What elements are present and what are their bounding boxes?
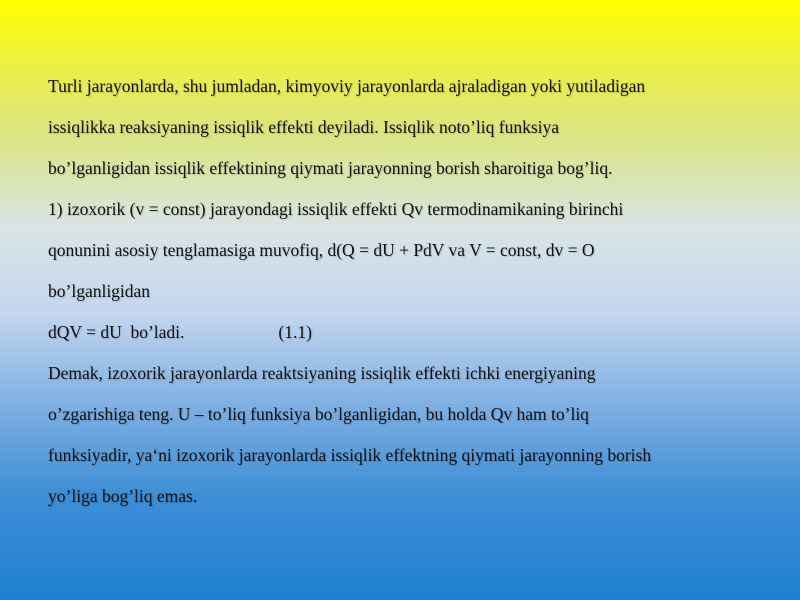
slide-body xyxy=(48,66,768,517)
formula-text: dQV = dU bo’ladi. xyxy=(48,322,185,342)
text-line: Turli jarayonlarda, shu jumladan, kimyoviy jarayonlarda ajraladigan yoki yutiladigan xyxy=(48,76,646,96)
text-line: Demak, izoxorik jarayonlarda reaktsiyaning issiqlik effekti ichki energiyaning xyxy=(48,363,596,383)
text-line: issiqlikka reaksiyaning issiqlik effekti deyiladi. Issiqlik noto’liq funksiya xyxy=(48,117,560,137)
formula-row xyxy=(48,312,768,353)
text-line: funksiyadir, ya‘ni izoxorik jarayonlarda issiqlik effektning qiymati jarayonning borish xyxy=(48,445,652,465)
text-line: bo’lganligidan issiqlik effektining qiymati jarayonning borish sharoitiga bog’liq. xyxy=(48,158,613,178)
paragraph-definition xyxy=(48,66,768,189)
formula-number: (1.1) xyxy=(278,322,312,342)
paragraph-isochoric xyxy=(48,189,768,312)
paragraph-conclusion xyxy=(48,353,768,517)
text-line: o’zgarishiga teng. U – to’liq funksiya bo’lganligidan, bu holda Qv ham to’liq xyxy=(48,404,589,424)
text-line: 1) izoxorik (v = const) jarayondagi issiqlik effekti Qv termodinamikaning birinchi xyxy=(48,199,624,219)
text-line: qonunini asosiy tenglamasiga muvofiq, d(Q = dU + PdV va V = const, dv = O xyxy=(48,240,595,260)
text-line: yo’liga bog’liq emas. xyxy=(48,486,198,506)
text-line: bo’lganligidan xyxy=(48,281,151,301)
